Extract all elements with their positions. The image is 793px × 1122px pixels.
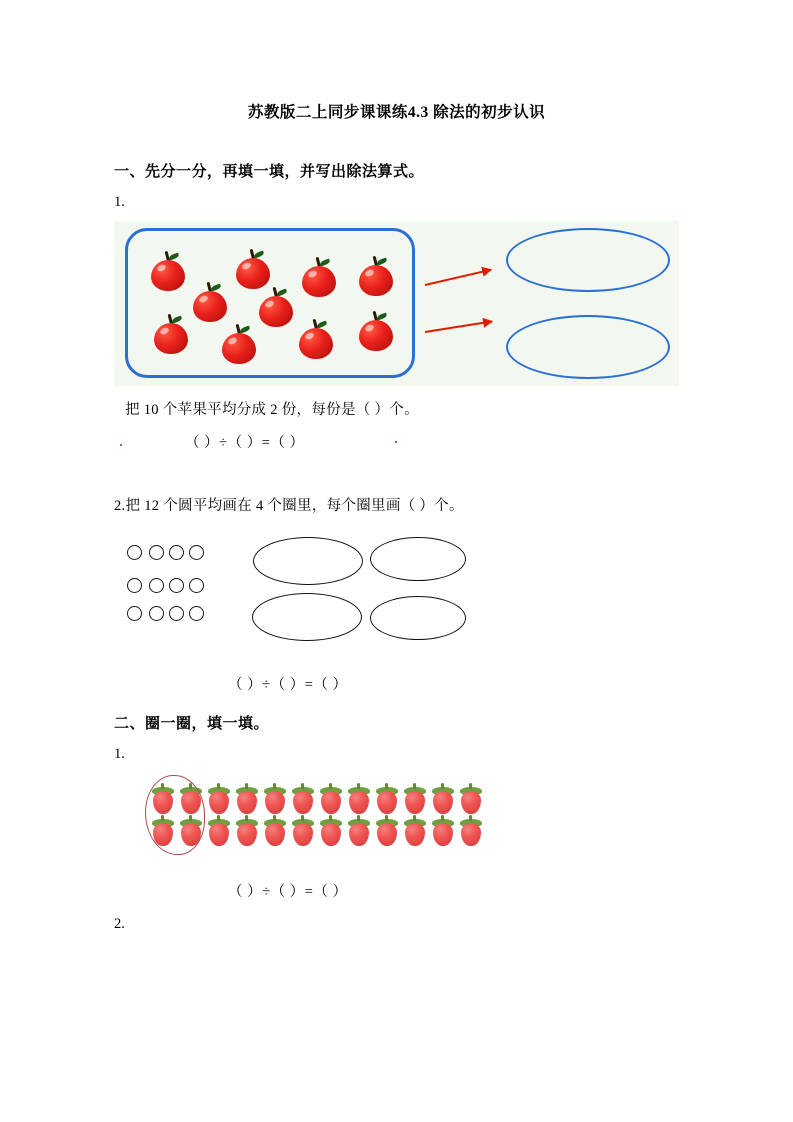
item-number-1-1: 1. [114,194,125,210]
answer-ring-2[interactable] [370,537,466,581]
answer-ring-1[interactable] [253,537,363,585]
item-1-1-equation[interactable]: （ ）÷（ ）=（ ） [185,435,305,451]
stray-mark-2 [395,441,397,443]
apple-icon [300,257,338,297]
answer-oval-1[interactable] [506,228,670,292]
strawberry-icon [402,816,428,846]
apple-icon [257,287,295,327]
page-title: 苏教版二上同步课课练4.3 除法的初步认识 [247,104,546,121]
strawberry-icon [262,784,288,814]
strawberry-icon [374,816,400,846]
strawberry-icon [458,816,484,846]
strawberry-icon [290,816,316,846]
hand-drawn-circle [145,775,205,855]
answer-ring-3[interactable] [252,593,362,641]
item-1-2-sentence: 2.把 12 个圆平均画在 4 个圈里，每个圈里画（ ）个。 [114,498,464,514]
apple-icon [357,256,395,296]
strawberry-icon [206,816,232,846]
strawberry-icon [458,784,484,814]
apple-icon [297,319,335,359]
strawberry-icon [234,784,260,814]
arrow-icon-upper [425,269,492,286]
apple-icon [152,314,190,354]
section-heading-2: 二、圈一圈，填一填。 [114,716,270,732]
apple-icon [234,249,272,289]
answer-ring-4[interactable] [370,596,466,640]
strawberry-icon [430,816,456,846]
section-heading-1: 一、先分一分，再填一填，并写出除法算式。 [114,164,425,180]
strawberry-icon [318,816,344,846]
strawberry-icon [430,784,456,814]
arrow-icon-lower [425,320,492,333]
apple-illustration [114,221,679,386]
apple-icon [357,311,395,351]
stray-mark [120,444,122,446]
item-number-2-1: 1. [114,746,125,762]
item-1-1-sentence: 把 10 个苹果平均分成 2 份，每份是（ ）个。 [125,402,419,418]
apple-icon [149,251,187,291]
item-number-2-2: 2. [114,916,125,932]
item-2-1-equation[interactable]: （ ）÷（ ）=（ ） [228,884,348,900]
strawberry-icon [262,816,288,846]
strawberry-icon [402,784,428,814]
strawberry-icon [318,784,344,814]
strawberry-icon [374,784,400,814]
strawberry-icon [206,784,232,814]
apple-icon [220,324,258,364]
answer-oval-2[interactable] [506,315,670,379]
item-1-2-equation[interactable]: （ ）÷（ ）=（ ） [228,677,348,693]
strawberry-icon [234,816,260,846]
strawberry-icon [290,784,316,814]
strawberry-icon [346,816,372,846]
apple-icon [191,282,229,322]
strawberry-icon [346,784,372,814]
